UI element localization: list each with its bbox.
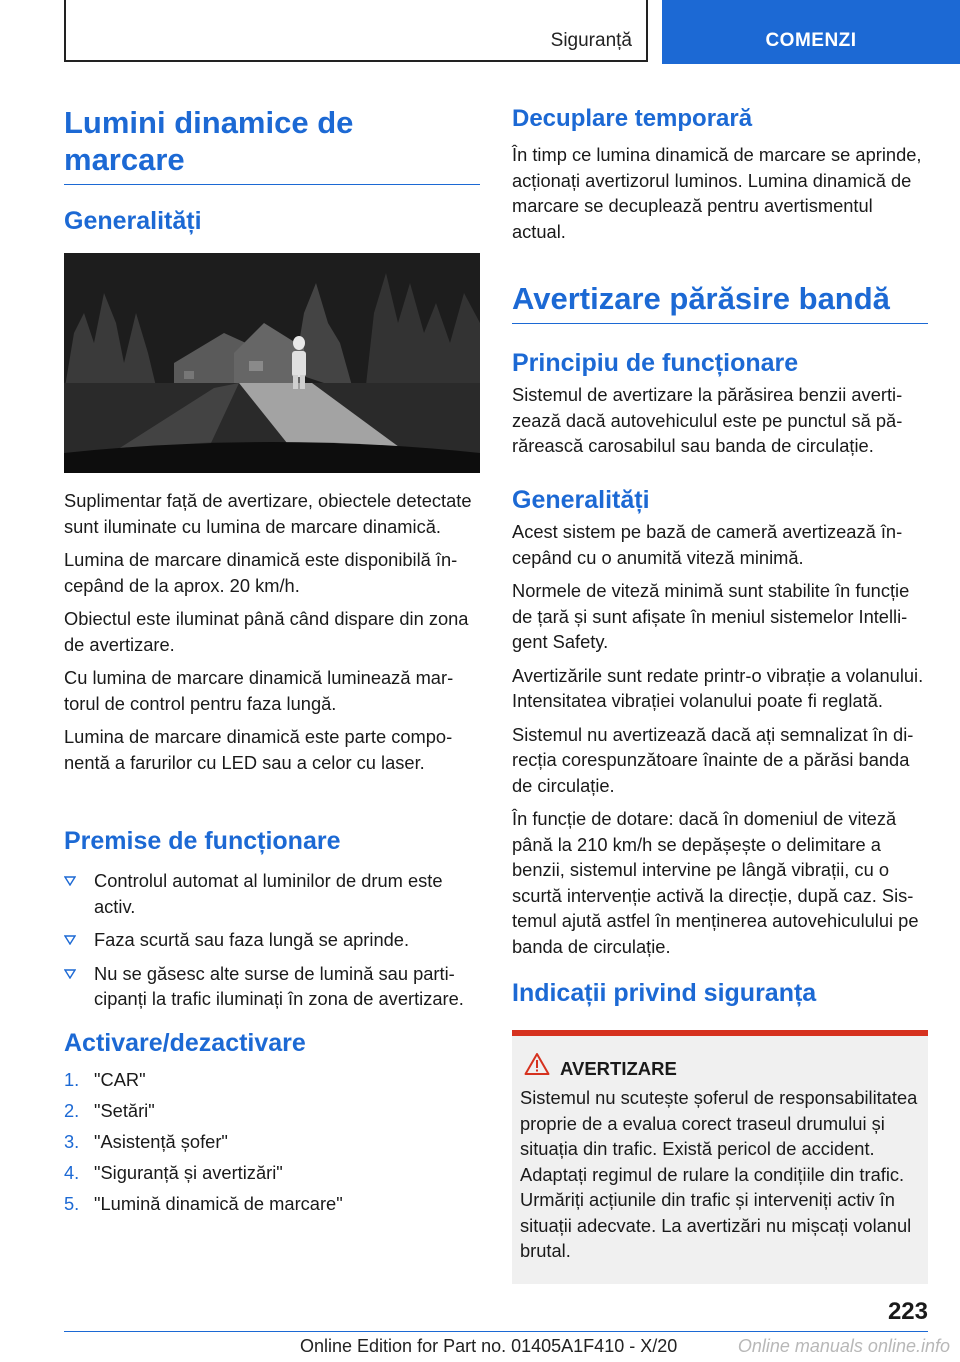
step-item bbox=[64, 1095, 480, 1126]
paragraph: Cu lumina de marcare dinamică luminează martorul de control pentru faza lungă. bbox=[64, 667, 454, 714]
chapter-title: COMENZI bbox=[765, 30, 857, 51]
activare-steps bbox=[64, 1064, 480, 1219]
generalitati-right-section bbox=[512, 485, 928, 959]
step-item bbox=[64, 1064, 480, 1095]
night-road-illustration bbox=[64, 253, 480, 473]
night-road-illustration-wrap bbox=[64, 253, 480, 473]
section-title: Siguranță bbox=[550, 30, 632, 51]
warning-text: Sistemul nu scutește șoferul de responsabilitatea proprie de a evalua corect traseul drumului și situația din trafic. Există pericol de accident. Adaptați regimul de rulare la condițiile din trafic. Urmăriți acțiunile din trafic și interveniți activ în situații adecvate. La avertizări nu mișcați volanul brutal. bbox=[520, 1087, 918, 1261]
list-item bbox=[64, 868, 480, 919]
activare-section bbox=[64, 1028, 480, 1219]
premise-list bbox=[64, 868, 480, 1012]
left-column bbox=[64, 104, 480, 185]
heading-premise: Premise de funcționare bbox=[64, 827, 341, 855]
generalitati-heading-left-wrap bbox=[64, 206, 480, 236]
heading-activare: Activare/dezactivare bbox=[64, 1029, 306, 1057]
list-item-text: Controlul automat al luminilor de drum este activ. bbox=[94, 870, 443, 917]
step-number: 2. bbox=[64, 1100, 80, 1121]
step-item bbox=[64, 1157, 480, 1188]
paragraph: Sistemul de avertizare la părăsirea benzii avertizează dacă autovehiculul este pe punctul să părărească carosabilul sau banda de circulație. bbox=[512, 384, 903, 456]
warning-triangle-icon bbox=[524, 1052, 550, 1076]
page-title-lumini: Lumini dinamice de marcare bbox=[64, 104, 480, 185]
footer-edition: Online Edition for Part no. 01405A1F410 - X/20 bbox=[300, 1336, 678, 1356]
paragraph: Obiectul este iluminat până când dispare din zona de avertizare. bbox=[64, 608, 469, 655]
header-section-tab bbox=[64, 0, 648, 62]
paragraph: Normele de viteză minimă sunt stabilite în funcție de țară și sunt afișate în meniul sistemelor Intelligent Safety. bbox=[512, 580, 910, 652]
avertizare-title-wrap bbox=[512, 280, 928, 324]
decuplare-section bbox=[512, 104, 928, 244]
premise-section bbox=[64, 826, 480, 1012]
heading-indicatii: Indicații privind siguranța bbox=[512, 979, 817, 1007]
page-title-avertizare: Avertizare părăsire bandă bbox=[512, 280, 928, 324]
paragraph: În funcție de dotare: dacă în domeniul de viteză până la 210 km/h se depășește o delimitare a benzii, sistemul intervine pe lângă vibrații, cu o scurtă intervenție activă la direcție, după caz. Sistemul ajută astfel în menținerea autovehiculului pe banda de circulație. bbox=[512, 808, 919, 957]
step-text: "CAR" bbox=[94, 1069, 146, 1090]
step-number: 3. bbox=[64, 1131, 80, 1152]
warning-title-text: AVERTIZARE bbox=[560, 1058, 677, 1079]
step-number: 1. bbox=[64, 1069, 80, 1090]
step-text: "Asistență șofer" bbox=[94, 1131, 228, 1152]
page-number: 223 bbox=[887, 1298, 928, 1325]
list-item-text: Nu se găsesc alte surse de lumină sau participanți la trafic iluminați în zona de avertizare. bbox=[94, 962, 464, 1009]
step-text: "Lumină dinamică de marcare" bbox=[94, 1193, 343, 1214]
paragraph: Lumina de marcare dinamică este parte componentă a farurilor cu LED sau a celor cu laser. bbox=[64, 726, 453, 773]
header-chapter-tab bbox=[662, 0, 960, 64]
warning-box bbox=[512, 1030, 928, 1284]
heading-generalitati-right: Generalități bbox=[512, 486, 650, 514]
triangle-bullet-icon bbox=[64, 969, 76, 979]
paragraph: Suplimentar față de avertizare, obiectele detectate sunt iluminate cu lumina de marcare dinamică. bbox=[64, 490, 472, 537]
warning-title bbox=[520, 1056, 920, 1081]
heading-principiu: Principiu de funcționare bbox=[512, 349, 799, 377]
principiu-section bbox=[512, 348, 928, 459]
indicatii-section bbox=[512, 978, 928, 1284]
list-item bbox=[64, 927, 480, 953]
heading-decuplare: Decuplare temporară bbox=[512, 105, 753, 132]
step-item bbox=[64, 1188, 480, 1219]
list-item-text: Faza scurtă sau faza lungă se aprinde. bbox=[94, 929, 410, 950]
footer-watermark: Online manuals online.info bbox=[737, 1336, 950, 1356]
list-item bbox=[64, 961, 480, 1012]
paragraph: Acest sistem pe bază de cameră avertizează începând cu o anumită viteză minimă. bbox=[512, 521, 903, 568]
paragraph: Sistemul nu avertizează dacă ați semnalizat în direcția corespunzătoare înainte de a părăsi banda de circulație. bbox=[512, 723, 914, 796]
generalitati-left-text bbox=[64, 488, 480, 775]
paragraph: În timp ce lumina dinamică de marcare se aprinde, acționați avertizorul luminos. Lumina dinamică de marcare se decuplează pentru avertismentul actual. bbox=[512, 144, 922, 242]
step-text: "Setări" bbox=[94, 1100, 155, 1121]
heading-generalitati-left: Generalități bbox=[64, 207, 202, 235]
step-item bbox=[64, 1126, 480, 1157]
footer-divider bbox=[64, 1331, 928, 1332]
triangle-bullet-icon bbox=[64, 876, 76, 886]
step-number: 4. bbox=[64, 1162, 80, 1183]
step-number: 5. bbox=[64, 1193, 80, 1214]
paragraph: Avertizările sunt redate printr-o vibrație a volanului. Intensitatea vibrației volanului poate fi reglată. bbox=[512, 664, 924, 711]
step-text: "Siguranță și avertizări" bbox=[94, 1162, 283, 1183]
paragraph: Lumina de marcare dinamică este disponibilă începând de la aprox. 20 km/h. bbox=[64, 549, 458, 596]
triangle-bullet-icon bbox=[64, 935, 76, 945]
